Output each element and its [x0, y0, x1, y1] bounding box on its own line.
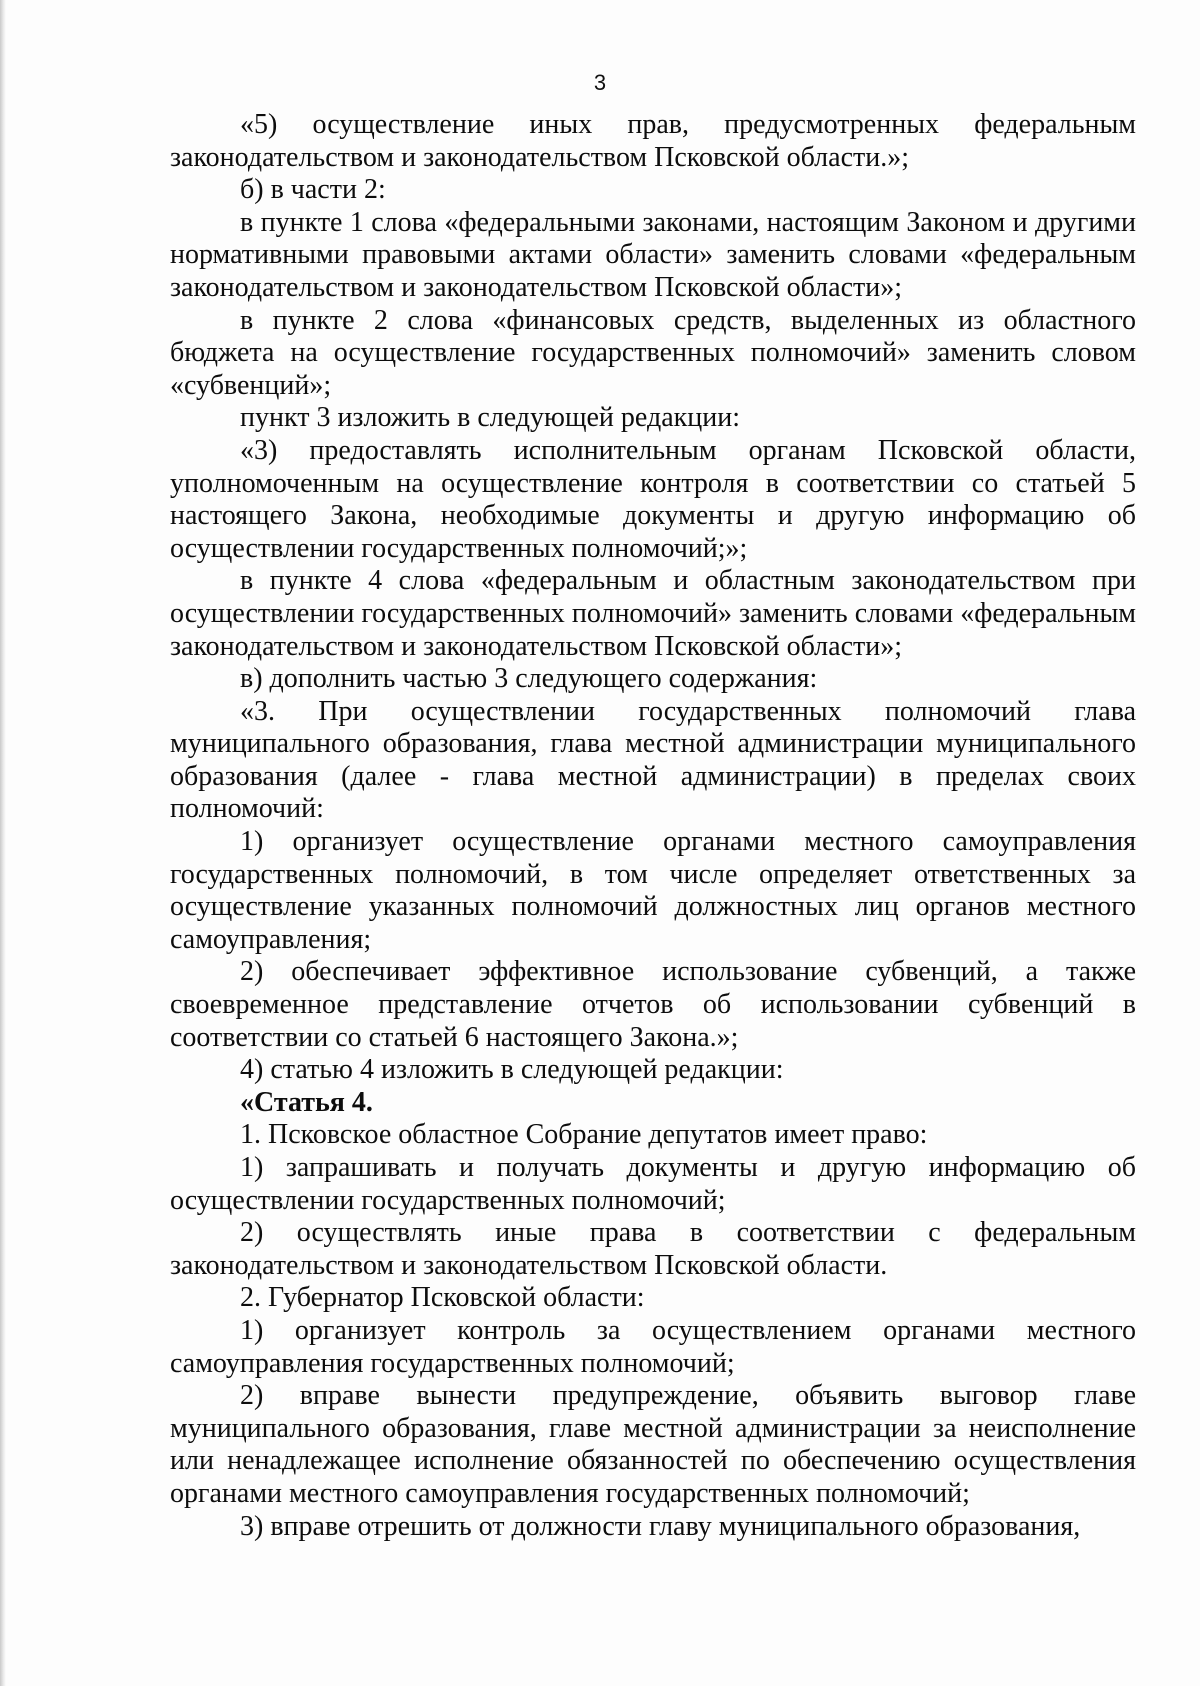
- article-4-part-2-item-3: 3) вправе отрешить от должности главу муниципального образования,: [240, 1510, 1081, 1542]
- scan-edge: [0, 0, 6, 1686]
- paragraph-part-3-text: «3. При осуществлении государственных полномочий глава муниципального образования, глава местной администрации муниципального образования (далее - глава местной администрации) в пределах своих полномочий:: [170, 695, 1136, 825]
- paragraph-part-3-item-2: 2) обеспечивает эффективное использование субвенций, а также своевременное представление отчетов об использовании субвенций в соответствии со статьей 6 настоящего Закона.»;: [170, 956, 1136, 1053]
- article-4-part-1-item-2: 2) осуществлять иные права в соответствии с федеральным законодательством и законодательством Псковской области.: [170, 1217, 1136, 1281]
- paragraph-point-4: в пункте 4 слова «федеральным и областным законодательством при осуществлении государственных полномочий» заменить словами «федеральным законодательством и законодательством Псковской области»;: [170, 565, 1136, 662]
- article-4-part-2-item-1: 1) организует контроль за осуществлением органами местного самоуправления государственных полномочий;: [170, 1314, 1136, 1379]
- paragraph-item-5: «5) осуществление иных прав, предусмотренных федеральным законодательством и законодательством Псковской области.»;: [170, 109, 1136, 173]
- paragraph-point-2: в пункте 2 слова «финансовых средств, выделенных из областного бюджета на осуществление государственных полномочий» заменить словом «субвенций»;: [170, 304, 1136, 401]
- article-4-part-2-item-2: 2) вправе вынести предупреждение, объявить выговор главе муниципального образования, главе местной администрации за неисполнение или ненадлежащее исполнение обязанностей по обеспечению осуществления органами местного самоуправления государственных полномочий;: [170, 1380, 1136, 1509]
- article-4-part-1: 1. Псковское областное Собрание депутатов имеет право:: [240, 1119, 928, 1151]
- article-4-heading: «Статья 4.: [240, 1086, 373, 1118]
- paragraph-article-4-intro: 4) статью 4 изложить в следующей редакции:: [240, 1054, 784, 1086]
- paragraph-part-3-item-1: 1) организует осуществление органами местного самоуправления государственных полномочий, в том числе определяет ответственных за осуществление указанных полномочий должностных лиц органов местного самоуправления;: [170, 826, 1136, 955]
- paragraph-point-1: в пункте 1 слова «федеральными законами, настоящим Законом и другими нормативными правовыми актами области» заменить словами «федеральным законодательством и законодательством Псковской области»;: [170, 206, 1136, 303]
- page-number: 3: [593, 70, 607, 95]
- article-4-part-2: 2. Губернатор Псковской области:: [240, 1282, 645, 1314]
- paragraph-part-3-intro: в) дополнить частью 3 следующего содержания:: [240, 663, 818, 695]
- paragraph-part-2-b: б) в части 2:: [240, 174, 386, 206]
- document-body: [170, 109, 1136, 1543]
- paragraph-point-3-intro: пункт 3 изложить в следующей редакции:: [240, 402, 740, 434]
- article-4-part-1-item-1: 1) запрашивать и получать документы и другую информацию об осуществлении государственных полномочий;: [170, 1152, 1136, 1216]
- paragraph-point-3-text: «3) предоставлять исполнительным органам Псковской области, уполномоченным на осуществление контроля в соответствии со статьей 5 настоящего Закона, необходимые документы и другую информацию об осуществлении государственных полномочий;»;: [170, 434, 1136, 564]
